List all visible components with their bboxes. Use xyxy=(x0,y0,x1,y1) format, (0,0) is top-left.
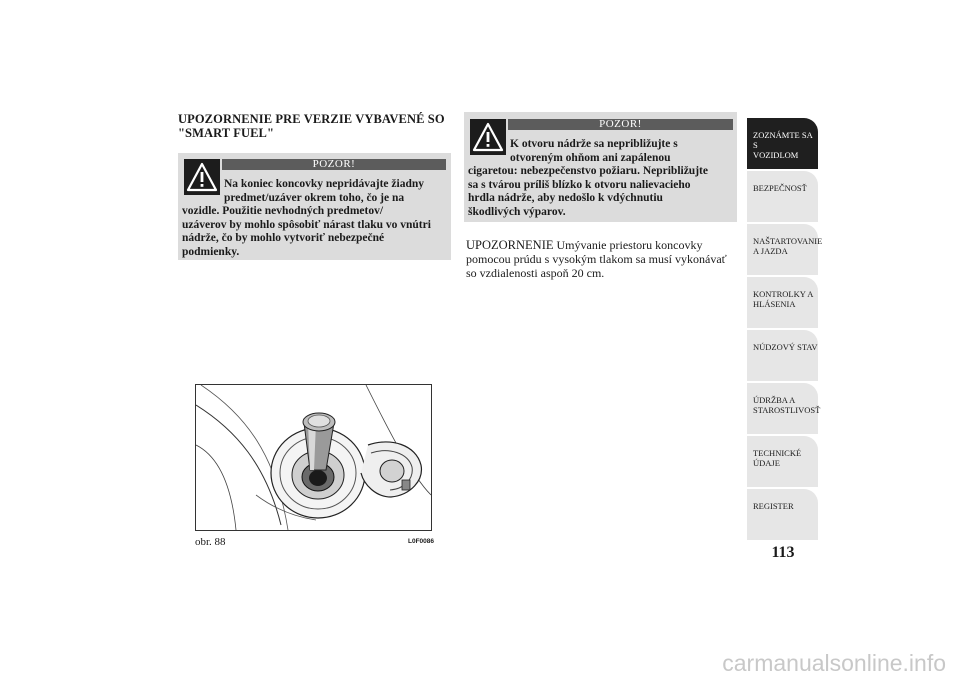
figure-caption: obr. 88 xyxy=(195,536,226,548)
tab-label: STAROSTLIVOSŤ xyxy=(753,405,821,415)
site-watermark: carmanualsonline.info xyxy=(722,650,946,676)
tab-label: BEZPEČNOSŤ xyxy=(753,183,807,193)
tab-label: HLÁSENIA xyxy=(753,299,796,309)
text-line: uzáverov by mohlo spôsobiť nárast tlaku vo vnútri xyxy=(182,218,431,231)
tab-label: ÚDAJE xyxy=(753,458,780,468)
tab-nastartovanie-a-jazda[interactable] xyxy=(747,224,823,275)
tab-nudzovy-stav[interactable] xyxy=(747,330,818,381)
text-line: škodlivých výparov. xyxy=(468,205,566,218)
tab-udrzba-a-starostlivost[interactable] xyxy=(747,383,821,434)
text-line: podmienky. xyxy=(182,245,240,258)
note-text: Umývanie priestoru koncovky xyxy=(556,238,703,252)
tab-label: NAŠTARTOVANIE xyxy=(753,236,823,246)
text-line: predmet/uzáver okrem toho, čo je na xyxy=(224,191,405,204)
warning-box-smart-fuel xyxy=(178,153,451,260)
tab-label: VOZIDLOM xyxy=(753,150,799,160)
tab-bezpecnost[interactable] xyxy=(747,171,818,222)
tab-register[interactable] xyxy=(747,489,818,540)
heading-line: "SMART FUEL" xyxy=(178,126,275,140)
heading-line: UPOZORNENIE PRE VERZIE VYBAVENÉ SO xyxy=(178,112,445,126)
tab-label: KONTROLKY A xyxy=(753,289,814,299)
warning-body-text xyxy=(182,205,448,259)
warning-title: POZOR! xyxy=(508,119,733,130)
chapter-tabs xyxy=(747,118,823,542)
tab-label: A JAZDA xyxy=(753,246,788,256)
figure-code: L0F0086 xyxy=(408,538,435,545)
text-line: so vzdialenosti aspoň 20 cm. xyxy=(466,266,605,280)
tab-label: ZOZNÁMTE SA S xyxy=(753,130,813,150)
text-line: Na koniec koncovky nepridávajte žiadny xyxy=(224,178,424,190)
tab-kontrolky-a-hlasenia[interactable] xyxy=(747,277,818,328)
fuel-filler-illustration xyxy=(195,384,432,531)
section-heading xyxy=(178,112,453,140)
note-keyword: UPOZORNENIE xyxy=(466,238,554,252)
warning-lead-text xyxy=(224,178,446,205)
cleaning-note xyxy=(466,238,738,280)
text-line: otvoreným ohňom ani zapálenou xyxy=(510,151,671,164)
text-line: vozidle. Použitie nevhodných predmetov/ xyxy=(182,205,384,217)
tab-label: NÚDZOVÝ STAV xyxy=(753,342,818,352)
text-line: K otvoru nádrže sa nepribližujte s xyxy=(510,138,678,150)
warning-lead-text xyxy=(510,138,732,165)
warning-triangle-icon xyxy=(470,119,506,155)
text-line: cigaretou: nebezpečenstvo požiaru. Nepribližujte xyxy=(468,165,708,177)
page-number: 113 xyxy=(771,544,795,561)
tab-label: REGISTER xyxy=(753,501,794,511)
warning-triangle-icon xyxy=(184,159,220,195)
warning-body-text xyxy=(468,165,734,219)
text-line: hrdla nádrže, aby nedošlo k vdýchnutiu xyxy=(468,192,663,204)
text-line: sa s tvárou príliš blízko k otvoru nalievacieho xyxy=(468,178,691,191)
warning-box-fire xyxy=(464,112,737,222)
tab-technicke-udaje[interactable] xyxy=(747,436,818,487)
tab-label: ÚDRŽBA A xyxy=(753,395,796,405)
text-line: pomocou prúdu s vysokým tlakom sa musí vykonávať xyxy=(466,252,727,266)
tab-label: TECHNICKÉ xyxy=(753,448,802,458)
tab-zoznamte-sa-s-vozidlom[interactable] xyxy=(747,118,818,169)
text-line: nádrže, čo by mohlo vytvoriť nebezpečné xyxy=(182,232,385,244)
text-line xyxy=(466,238,738,252)
warning-title: POZOR! xyxy=(222,159,446,170)
